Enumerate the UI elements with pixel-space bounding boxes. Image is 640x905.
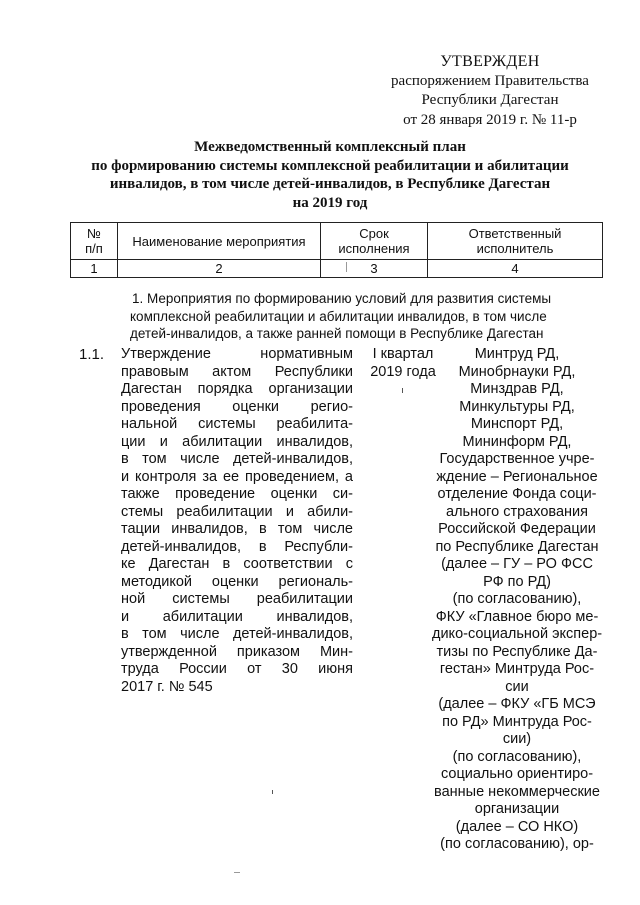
plan-table-header bbox=[70, 222, 603, 278]
column-number: 3 bbox=[321, 260, 428, 278]
responsible-line: по РД» Минтруда Рос- bbox=[442, 713, 592, 730]
description-line: проведения оценки регио- bbox=[121, 398, 353, 415]
responsible-line: отделение Фонда соци- bbox=[437, 486, 597, 502]
description-line: стемы реабилитации и абили- bbox=[121, 503, 353, 520]
section-line: детей-инвалидов, а также ранней помощи в Республике Дагестан bbox=[130, 326, 544, 341]
term-line: I квартал bbox=[372, 346, 434, 362]
description-line: ке Дагестан в соответствии с bbox=[121, 556, 353, 572]
approval-line: Республики Дагестан bbox=[421, 92, 559, 108]
responsible-line: организации bbox=[474, 801, 560, 817]
responsible-line: (далее – ФКУ «ГБ МСЭ bbox=[438, 696, 596, 712]
responsible-line: (далее – ГУ – РО ФСС bbox=[441, 556, 593, 572]
row-number: 1.1. bbox=[79, 346, 105, 363]
description-line: и контроля за ее проведением, а bbox=[121, 468, 353, 485]
title-line: Межведомственный комплексный план bbox=[194, 139, 466, 155]
responsible-line: дико-социальной экспер- bbox=[432, 626, 603, 642]
description-line: тации инвалидов, в том числе bbox=[121, 521, 353, 537]
description-line: также проведение оценки си- bbox=[121, 486, 353, 502]
column-number: 4 bbox=[428, 260, 603, 278]
description-line: утвержденной приказом Мин- bbox=[121, 643, 353, 660]
description-line: Дагестан порядка организации bbox=[121, 381, 353, 397]
description-line: труда России от 30 июня bbox=[121, 661, 353, 677]
column-number: 1 bbox=[71, 260, 118, 278]
description-line: Утверждение нормативным bbox=[121, 346, 353, 362]
header-responsible: Ответственный исполнитель bbox=[428, 223, 603, 260]
column-number: 2 bbox=[118, 260, 321, 278]
responsible-line: тизы по Республике Да- bbox=[436, 643, 598, 660]
responsible-line: ванные некоммерческие bbox=[434, 783, 600, 800]
approval-stamp bbox=[380, 52, 600, 130]
description-line: и абилитации инвалидов, bbox=[121, 608, 353, 625]
description-line: 2017 г. № 545 bbox=[121, 678, 213, 695]
responsible-line: сии bbox=[505, 678, 529, 695]
responsible-line: Мининформ РД, bbox=[462, 433, 572, 450]
document-title bbox=[60, 138, 600, 212]
section-heading bbox=[130, 290, 610, 343]
responsible-line: гестан» Минтруда Рос- bbox=[439, 661, 595, 677]
scan-speck bbox=[234, 872, 240, 873]
responsible-line: социально ориентиро- bbox=[440, 766, 594, 782]
responsible-line: Минздрав РД, bbox=[470, 381, 564, 397]
header-number: № п/п bbox=[71, 223, 118, 260]
header-term: Срок исполнения bbox=[321, 223, 428, 260]
responsible-line: сии) bbox=[502, 731, 532, 747]
responsible-line: (по согласованию), bbox=[452, 748, 582, 765]
row-description bbox=[121, 346, 353, 696]
responsible-line: по Республике Дагестан bbox=[435, 538, 599, 555]
description-line: в том числе детей-инвалидов, bbox=[121, 626, 353, 642]
responsible-line: ального страхования bbox=[446, 503, 588, 520]
section-line: 1. Мероприятия по формированию условий для развития системы bbox=[132, 291, 552, 306]
responsible-line: Российской Федерации bbox=[438, 521, 596, 537]
responsible-line: (по согласованию), bbox=[452, 591, 582, 607]
description-line: детей-инвалидов, в Республи- bbox=[121, 538, 353, 555]
responsible-line: РФ по РД) bbox=[483, 573, 551, 590]
scan-speck bbox=[402, 388, 403, 393]
responsible-line: (далее – СО НКО) bbox=[455, 818, 579, 835]
responsible-line: Минтруд РД, bbox=[474, 346, 560, 362]
description-line: правовым актом Республики bbox=[121, 363, 353, 380]
section-line: комплексной реабилитации и абилитации инвалидов, в том числе bbox=[130, 308, 547, 324]
scan-speck bbox=[346, 262, 347, 272]
row-responsible bbox=[432, 346, 602, 854]
responsible-line: Минкультуры РД, bbox=[459, 398, 575, 415]
scan-speck bbox=[272, 790, 273, 794]
header-name: Наименование мероприятия bbox=[118, 223, 321, 260]
description-line: методикой оценки региональ- bbox=[121, 573, 353, 590]
responsible-line: (по согласованию), ор- bbox=[440, 836, 594, 852]
title-line: по формированию системы комплексной реабилитации и абилитации bbox=[91, 157, 569, 174]
responsible-line: Минобрнауки РД, bbox=[458, 363, 576, 380]
responsible-line: Минспорт РД, bbox=[470, 416, 564, 432]
description-line: ной системы реабилитации bbox=[121, 591, 353, 607]
term-line: 2019 года bbox=[370, 363, 436, 380]
approval-line: распоряжением Правительства bbox=[391, 72, 589, 89]
description-line: в том числе детей-инвалидов, bbox=[121, 451, 353, 467]
approval-date: от 28 января 2019 г. № 11-р bbox=[403, 111, 577, 128]
title-line: на 2019 год bbox=[292, 194, 368, 211]
responsible-line: ФКУ «Главное бюро ме- bbox=[435, 608, 599, 625]
approval-heading: УТВЕРЖДЕН bbox=[440, 53, 540, 70]
title-line: инвалидов, в том числе детей-инвалидов, в Республике Дагестан bbox=[109, 176, 551, 192]
description-line: ции и абилитации инвалидов, bbox=[121, 433, 353, 450]
responsible-line: ждение – Региональное bbox=[436, 468, 598, 485]
description-line: нальной системы реабилита- bbox=[121, 416, 353, 432]
responsible-line: Государственное учре- bbox=[439, 451, 595, 467]
